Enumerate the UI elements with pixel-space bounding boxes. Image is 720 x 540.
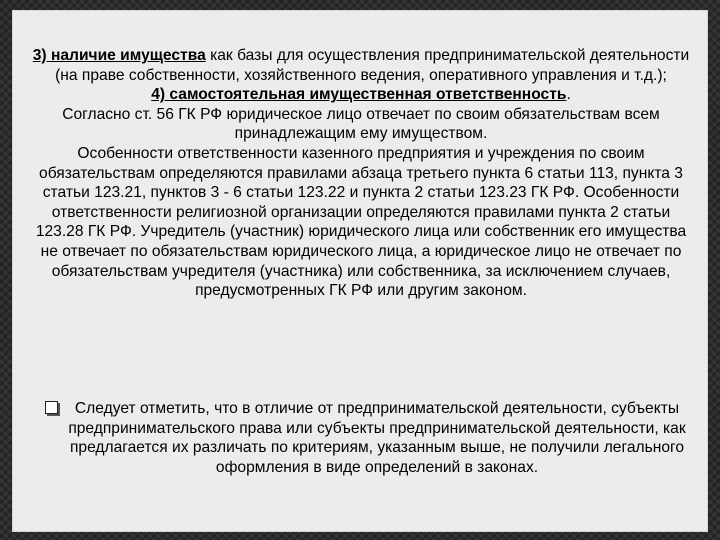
paragraph-property: [31, 46, 691, 85]
heading-property-basis: 3) наличие имущества: [32, 47, 206, 64]
paragraph-liability: [31, 85, 691, 105]
slide: [12, 10, 708, 532]
paragraph-liability-text: .: [566, 86, 571, 104]
bullet-item: [43, 399, 699, 477]
checkbox-bullet-icon: [45, 401, 58, 414]
paragraph-article-56: Согласно ст. 56 ГК РФ юридическое лицо отвечает по своим обязательствам всем принадлежащим ему имуществом.: [62, 105, 660, 143]
paragraph-liability-features: Особенности ответственности казенного предприятия и учреждения по своим обязательствам определяются правилами абзаца третьего пункта 6 статьи 113, пункта 3 статьи 123.21, пунктов 3 - 6 статьи 123.22 и пункта 2 статьи 123.23 ГК РФ. Особенности ответственности религиозной организации определяются правилами пункта 2 статьи 123.28 ГК РФ. Учредитель (участник) юридического лица или собственник его имущества не отвечает по обязательствам юридического лица, а юридическое лицо не отвечает по обязательствам учредителя (участника) или собственника, за исключением случаев, предусмотренных ГК РФ или другим законом.: [35, 144, 687, 300]
slide-text-block: [31, 46, 691, 301]
heading-independent-liability: 4) самостоятельная имущественная ответственность: [151, 86, 567, 104]
bullet-text: Следует отметить, что в отличие от предпринимательской деятельности, субъекты предпринимательского права или субъекты предпринимательской деятельности, как предлагается их различать по критериям, указанным выше, не получили легального оформления в виде определений в законах.: [68, 400, 686, 476]
paragraph-property-text: как базы для осуществления предпринимательской деятельности (на праве собственности, хозяйственного ведения, оперативного управления и т.д.);: [55, 47, 690, 84]
